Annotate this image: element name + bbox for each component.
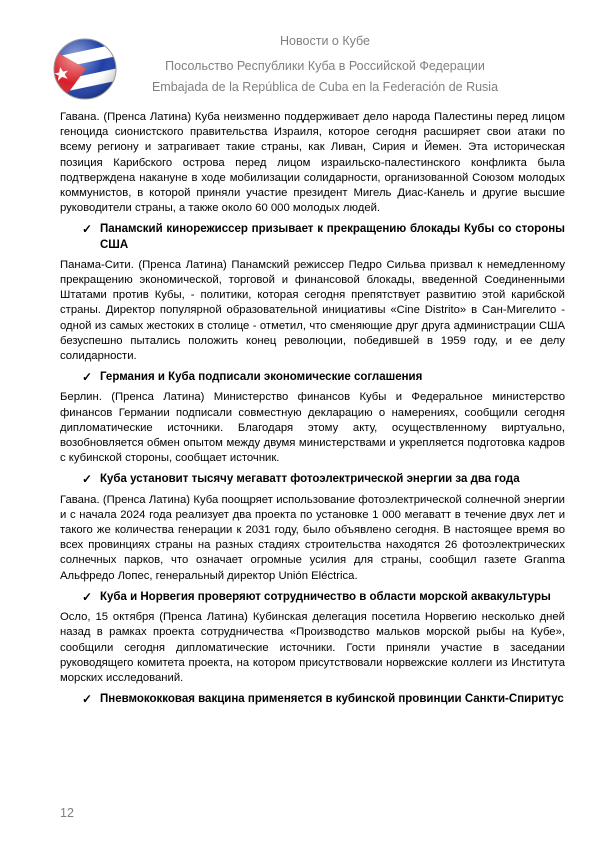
article-body: Гавана. (Пренса Латина) Куба поощряет использование фотоэлектрической солнечной энергии и с начала 2024 года реализует два проекта по установке 1 000 мегаватт в течение двух лет и такого же количества генерации к 2031 году, было объявлено сегодня. В настоящее время во всех провинциях страны на разных стадиях строительства находятся 26 фотоэлектрических солнечных парков, что означает огромные усилия для страны, сообщил газете Granma Альфредо Лопес, генеральный директор Unión Eléctrica.	[60, 493, 565, 582]
article-headline	[60, 472, 565, 487]
article-title: Куба установит тысячу мегаватт фотоэлектрической энергии за два года	[100, 473, 520, 486]
page-number: 12	[60, 806, 74, 820]
article-body: Берлин. (Пренса Латина) Министерство финансов Кубы и Федеральное министерство финансов Германии подписали совместную декларацию о намерениях, сообщили сегодня дипломатические источники. Благодаря этому акту, осуществленному виртуально, возобновляется обмен опытом между двумя министерствами и укрепляется подготовка кадров с кубинской стороны, сообщает источник.	[60, 391, 565, 465]
article-headline	[60, 222, 565, 252]
header-title: Новости о Кубе	[280, 34, 370, 48]
cuban-flag-sphere-icon	[52, 36, 118, 102]
article-headline	[60, 590, 565, 605]
checkmark-icon: ✓	[82, 472, 93, 487]
article-body: Осло, 15 октября (Пренса Латина) Кубинская делегация посетила Норвегию несколько дней назад в рамках проекта сотрудничества «Производство мальков морской рыбы на Кубе», сообщили сегодня дипломатические источники. Гости приняли участие в заседании руководящего комитета проекта, на котором присутствовали норвежские коллеги из Института морских исследований.	[60, 611, 565, 684]
article-title: Панамский кинорежиссер призывает к прекращению блокады Кубы со стороны США	[100, 223, 565, 251]
checkmark-icon: ✓	[82, 589, 93, 604]
header-embassy-ru: Посольство Республики Куба в Российской Федерации	[165, 59, 485, 73]
article-title: Куба и Норвегия проверяют сотрудничество в области морской аквакультуры	[100, 590, 551, 603]
page-header	[0, 0, 612, 108]
checkmark-icon: ✓	[82, 692, 93, 707]
article-body: Гавана. (Пренса Латина) Куба неизменно поддерживает дело народа Палестины перед лицом геноцида сионистского правительства Израиля, которое сегодня расширяет свои атаки по всему региону и затрагивает такие страны, как Ливан, Сирия и Йемен. Эта историческая позиция Карибского острова перед лицом израильско-палестинского конфликта была подтверждена накануне в ходе мобилизации солидарности, организованной Союзом молодых коммунистов, в которой приняли участие президент Мигель Диас-Канель и другие высшие руководители страны, а также около 60 000 молодых людей.	[60, 111, 565, 215]
article-headline	[60, 370, 565, 385]
article-title: Пневмококковая вакцина применяется в кубинской провинции Санкти-Спиритус	[100, 693, 564, 706]
news-content	[60, 110, 565, 712]
article-headline	[60, 692, 565, 707]
article-body: Панама-Сити. (Пренса Латина) Панамский режиссер Педро Сильва призвал к немедленному прекращению экономической, торговой и финансовой блокады, введенной Соединенными Штатами против Кубы, - политики, которая сегодня препятствует развитию этой карибской страны. Директор популярной образовательной инициативы «Cine Distrito» в Сан-Мигелито - одной из самых жестоких в столице - отметил, что сменяющие друг друга администрации США безуспешно пытались положить конец революции, победившей в 1959 году, и ее делу солидарности.	[60, 258, 565, 363]
article-title: Германия и Куба подписали экономические соглашения	[100, 371, 423, 384]
checkmark-icon: ✓	[82, 222, 93, 237]
checkmark-icon: ✓	[82, 370, 93, 385]
header-embassy-es: Embajada de la República de Cuba en la Federación de Rusia	[151, 80, 499, 94]
